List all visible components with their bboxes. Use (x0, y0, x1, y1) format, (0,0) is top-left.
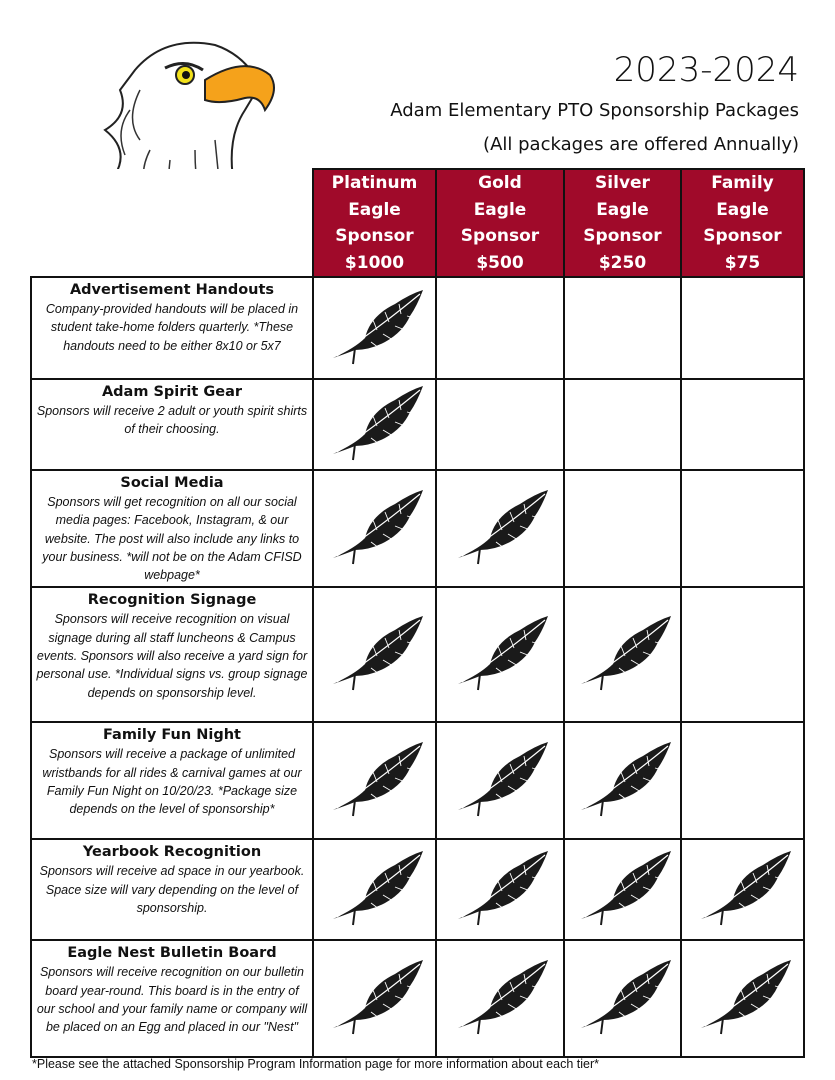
tier-cell (564, 470, 681, 587)
feature-title: Eagle Nest Bulletin Board (67, 945, 277, 962)
feature-description: Company-provided handouts will be placed in student take-home folders quarterly. *These handouts need to be either 8x10 or 5x7 (45, 302, 299, 353)
tier-cell (436, 277, 564, 379)
feather-icon (325, 286, 425, 366)
feature-description: Sponsors will receive recognition on visual signage during all staff luncheons & Campus events. Sponsors will also receive a yard sign for personal use. *Individual signs vs. group signage depends on sponsorship level. (36, 612, 308, 700)
page-title: Adam Elementary PTO Sponsorship Packages (390, 100, 799, 121)
feather-icon (325, 847, 425, 927)
tier-name-line: Platinum (331, 173, 418, 193)
tier-name-line: Silver (595, 173, 650, 193)
feature-description: Sponsors will receive 2 adult or youth spirit shirts of their choosing. (36, 404, 308, 437)
tier-cell (313, 839, 436, 940)
tier-cell (681, 587, 804, 722)
tier-name-line: Eagle (716, 199, 769, 220)
tier-name-line: Eagle (596, 199, 649, 220)
tier-cell (436, 722, 564, 839)
tier-price: $250 (598, 252, 647, 273)
feather-icon (325, 738, 425, 818)
feather-icon (450, 486, 550, 566)
feature-description-cell (31, 470, 313, 587)
feather-icon (573, 847, 673, 927)
feature-title: Family Fun Night (102, 727, 241, 744)
tier-header-silver (564, 169, 681, 277)
tier-cell (681, 722, 804, 839)
feather-icon (450, 738, 550, 818)
tier-name-line: Sponsor (335, 226, 414, 246)
tier-header-row (31, 169, 804, 277)
tier-cell (681, 839, 804, 940)
tier-name-line: Eagle (473, 199, 527, 220)
tier-cell (564, 940, 681, 1057)
feature-title: Yearbook Recognition (82, 844, 262, 861)
tier-name-line: Sponsor (583, 226, 662, 246)
tier-price: $1000 (344, 252, 405, 273)
feature-title: Social Media (120, 475, 224, 491)
feather-icon (573, 612, 673, 692)
feature-title: Recognition Signage (87, 592, 257, 609)
feature-description: Sponsors will receive a package of unlimited wristbands for all rides & carnival games at our Family Fun Night on 10/20/23. *Package size depends on the level of sponsorship* (42, 747, 302, 817)
feature-row (31, 722, 804, 839)
tier-cell (313, 470, 436, 587)
feather-icon (450, 956, 550, 1036)
tier-cell (564, 839, 681, 940)
feather-icon (325, 956, 425, 1036)
feather-icon (693, 956, 793, 1036)
tier-cell (313, 722, 436, 839)
tier-cell (436, 587, 564, 722)
feature-row (31, 277, 804, 379)
feature-description-cell (31, 587, 313, 722)
feature-row (31, 940, 804, 1057)
tier-name-line: Family (711, 173, 774, 193)
sponsorship-table (30, 168, 805, 1058)
tier-cell (564, 722, 681, 839)
feather-icon (573, 956, 673, 1036)
tier-header-family (681, 169, 804, 277)
feature-description-cell (31, 940, 313, 1057)
feature-title: Adam Spirit Gear (101, 384, 243, 400)
tier-cell (313, 277, 436, 379)
feature-description: Sponsors will get recognition on all our social media pages: Facebook, Instagram, & our website. The post will also include any links to your business. *will not be on the Adam CFISD webpage* (42, 495, 302, 583)
feature-description-cell (31, 277, 313, 379)
feature-row (31, 379, 804, 470)
feature-description-cell (31, 379, 313, 470)
feather-icon (450, 612, 550, 692)
tier-cell (436, 940, 564, 1057)
tier-name-line: Gold (478, 173, 522, 193)
feature-description: Sponsors will receive ad space in our yearbook. Space size will vary depending on the level of sponsorship. (39, 864, 305, 916)
feather-icon (325, 612, 425, 692)
footer-note: *Please see the attached Sponsorship Program Information page for more information about each tier* (32, 1057, 599, 1071)
tier-name-line: Eagle (348, 199, 401, 220)
tier-cell (681, 940, 804, 1057)
feature-description-cell (31, 722, 313, 839)
tier-name-line: Sponsor (460, 226, 540, 246)
tier-header-platinum (313, 169, 436, 277)
tier-cell (313, 379, 436, 470)
tier-cell (564, 379, 681, 470)
tier-cell (436, 379, 564, 470)
feature-row (31, 587, 804, 722)
feature-description: Sponsors will receive recognition on our bulletin board year-round. This board is in the entry of our school and your family name or company will be placed on an Egg and placed in our "Nest" (36, 965, 308, 1035)
feature-row (31, 470, 804, 587)
feature-title: Advertisement Handouts (69, 282, 275, 298)
tier-cell (681, 470, 804, 587)
tier-name-line: Sponsor (703, 226, 782, 246)
feature-description-cell (31, 839, 313, 940)
page-subtitle: (All packages are offered Annually) (483, 134, 799, 155)
feather-icon (325, 486, 425, 566)
tier-cell (564, 277, 681, 379)
tier-price: $500 (476, 252, 524, 273)
tier-cell (681, 277, 804, 379)
feather-icon (325, 382, 425, 462)
tier-cell (564, 587, 681, 722)
tier-cell (313, 940, 436, 1057)
tier-price: $75 (724, 252, 761, 273)
feather-icon (693, 847, 793, 927)
feature-row (31, 839, 804, 940)
feather-icon (450, 847, 550, 927)
blank-header-cell (31, 169, 313, 277)
tier-cell (681, 379, 804, 470)
tier-header-gold (436, 169, 564, 277)
tier-cell (313, 587, 436, 722)
year-heading: 2023-2024 (613, 50, 799, 90)
tier-cell (436, 470, 564, 587)
tier-cell (436, 839, 564, 940)
feather-icon (573, 738, 673, 818)
